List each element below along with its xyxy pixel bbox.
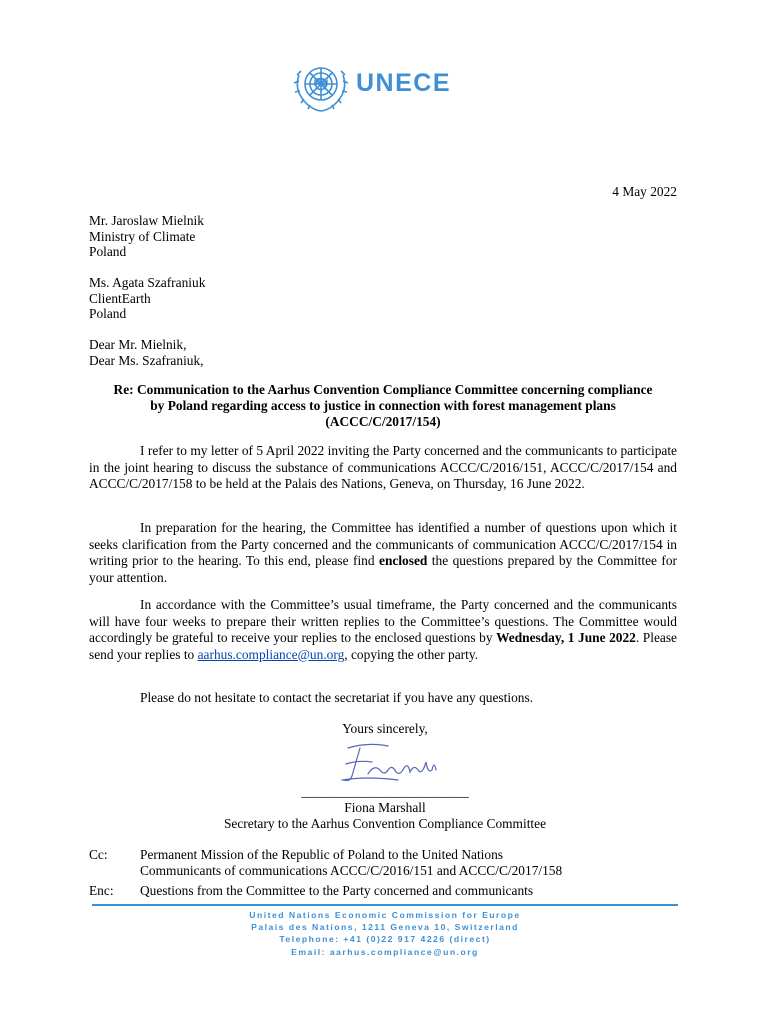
unece-logo — [290, 55, 490, 117]
paragraph-text: In preparation for the hearing, the Committee has identified a number of questions upon which it seeks clarification from the Party concerned and the communicants of communication ACCC/C/2017/154 in writing prior to the hearing. To this end, please find — [89, 520, 677, 569]
paragraph-text: , copying the other party. — [344, 646, 479, 662]
enc-label: Enc: — [89, 883, 114, 898]
recipient-name: Mr. Jaroslaw Mielnik — [89, 213, 204, 228]
enc-item: Questions from the Committee to the Party concerned and communicants — [140, 883, 534, 898]
subject-heading — [89, 382, 677, 430]
salutation: Dear Mr. Mielnik, — [89, 337, 187, 352]
signature-image — [338, 740, 442, 786]
paragraph-2 — [89, 520, 677, 586]
deadline-date: Wednesday, 1 June 2022 — [496, 630, 636, 646]
paragraph-3 — [89, 597, 677, 663]
cc-item: Permanent Mission of the Republic of Poland to the United Nations — [140, 847, 503, 862]
logo-text: UNECE — [356, 69, 452, 97]
signatory-title: Secretary to the Aarhus Convention Compliance Committee — [223, 816, 547, 831]
emphasis-enclosed: enclosed — [379, 553, 428, 569]
signature-line: _________________________ — [301, 784, 469, 799]
footer-address: Palais des Nations, 1211 Geneva 10, Switzerland — [251, 922, 519, 933]
email-link[interactable]: aarhus.compliance@un.org — [197, 646, 345, 662]
paragraph-1: I refer to my letter of 5 April 2022 inviting the Party concerned and the communicants to participate in the joint hearing to discuss the substance of communications ACCC/C/2016/151, ACCC/C/2017/154 and ACCC/C/2017/158 to be held at the Palais des Nations, Geneva, on Thursday, 16 June 2022. — [89, 443, 677, 492]
subject-line: Re: Communication to the Aarhus Convention Compliance Committee concerning compliance — [113, 382, 653, 397]
recipient-block-2 — [89, 275, 205, 322]
footer-telephone: Telephone: +41 (0)22 917 4226 (direct) — [279, 934, 491, 945]
recipient-country: Poland — [89, 244, 127, 259]
closing: Yours sincerely, — [342, 721, 428, 736]
un-emblem-icon — [290, 55, 352, 117]
salutation: Dear Ms. Szafraniuk, — [89, 352, 204, 368]
paragraph-text: the questions prepared by the Committee for your attention. — [89, 553, 677, 585]
cc-label: Cc: — [89, 847, 108, 862]
footer-org: United Nations Economic Commission for Europe — [249, 910, 521, 920]
subject-line: by Poland regarding access to justice in connection with forest management plans — [150, 398, 616, 413]
cc-list — [140, 847, 562, 878]
subject-line: (ACCC/C/2017/154) — [325, 414, 441, 429]
letter-date: 4 May 2022 — [612, 184, 677, 199]
footer — [92, 909, 678, 958]
recipient-country: Poland — [89, 306, 127, 321]
paragraph-text: . Please send your replies to — [89, 630, 677, 662]
footer-divider — [92, 904, 678, 906]
recipient-name: Ms. Agata Szafraniuk — [89, 275, 206, 290]
footer-email: Email: aarhus.compliance@un.org — [291, 946, 479, 957]
recipient-block-1 — [89, 213, 204, 260]
cc-item: Communicants of communications ACCC/C/2016/151 and ACCC/C/2017/158 — [140, 862, 563, 878]
salutation-block — [89, 337, 204, 368]
signatory-name: Fiona Marshall — [344, 800, 426, 815]
recipient-org: ClientEarth — [89, 290, 151, 306]
recipient-org: Ministry of Climate — [89, 228, 196, 244]
paragraph-4: Please do not hesitate to contact the secretariat if you have any questions. — [140, 690, 534, 705]
paragraph-text: In accordance with the Committee’s usual timeframe, the Party concerned and the communicants will have four weeks to prepare their written replies to the Committee’s questions. The Committee would accordingly be grateful to receive your replies to the enclosed questions by — [89, 597, 677, 646]
